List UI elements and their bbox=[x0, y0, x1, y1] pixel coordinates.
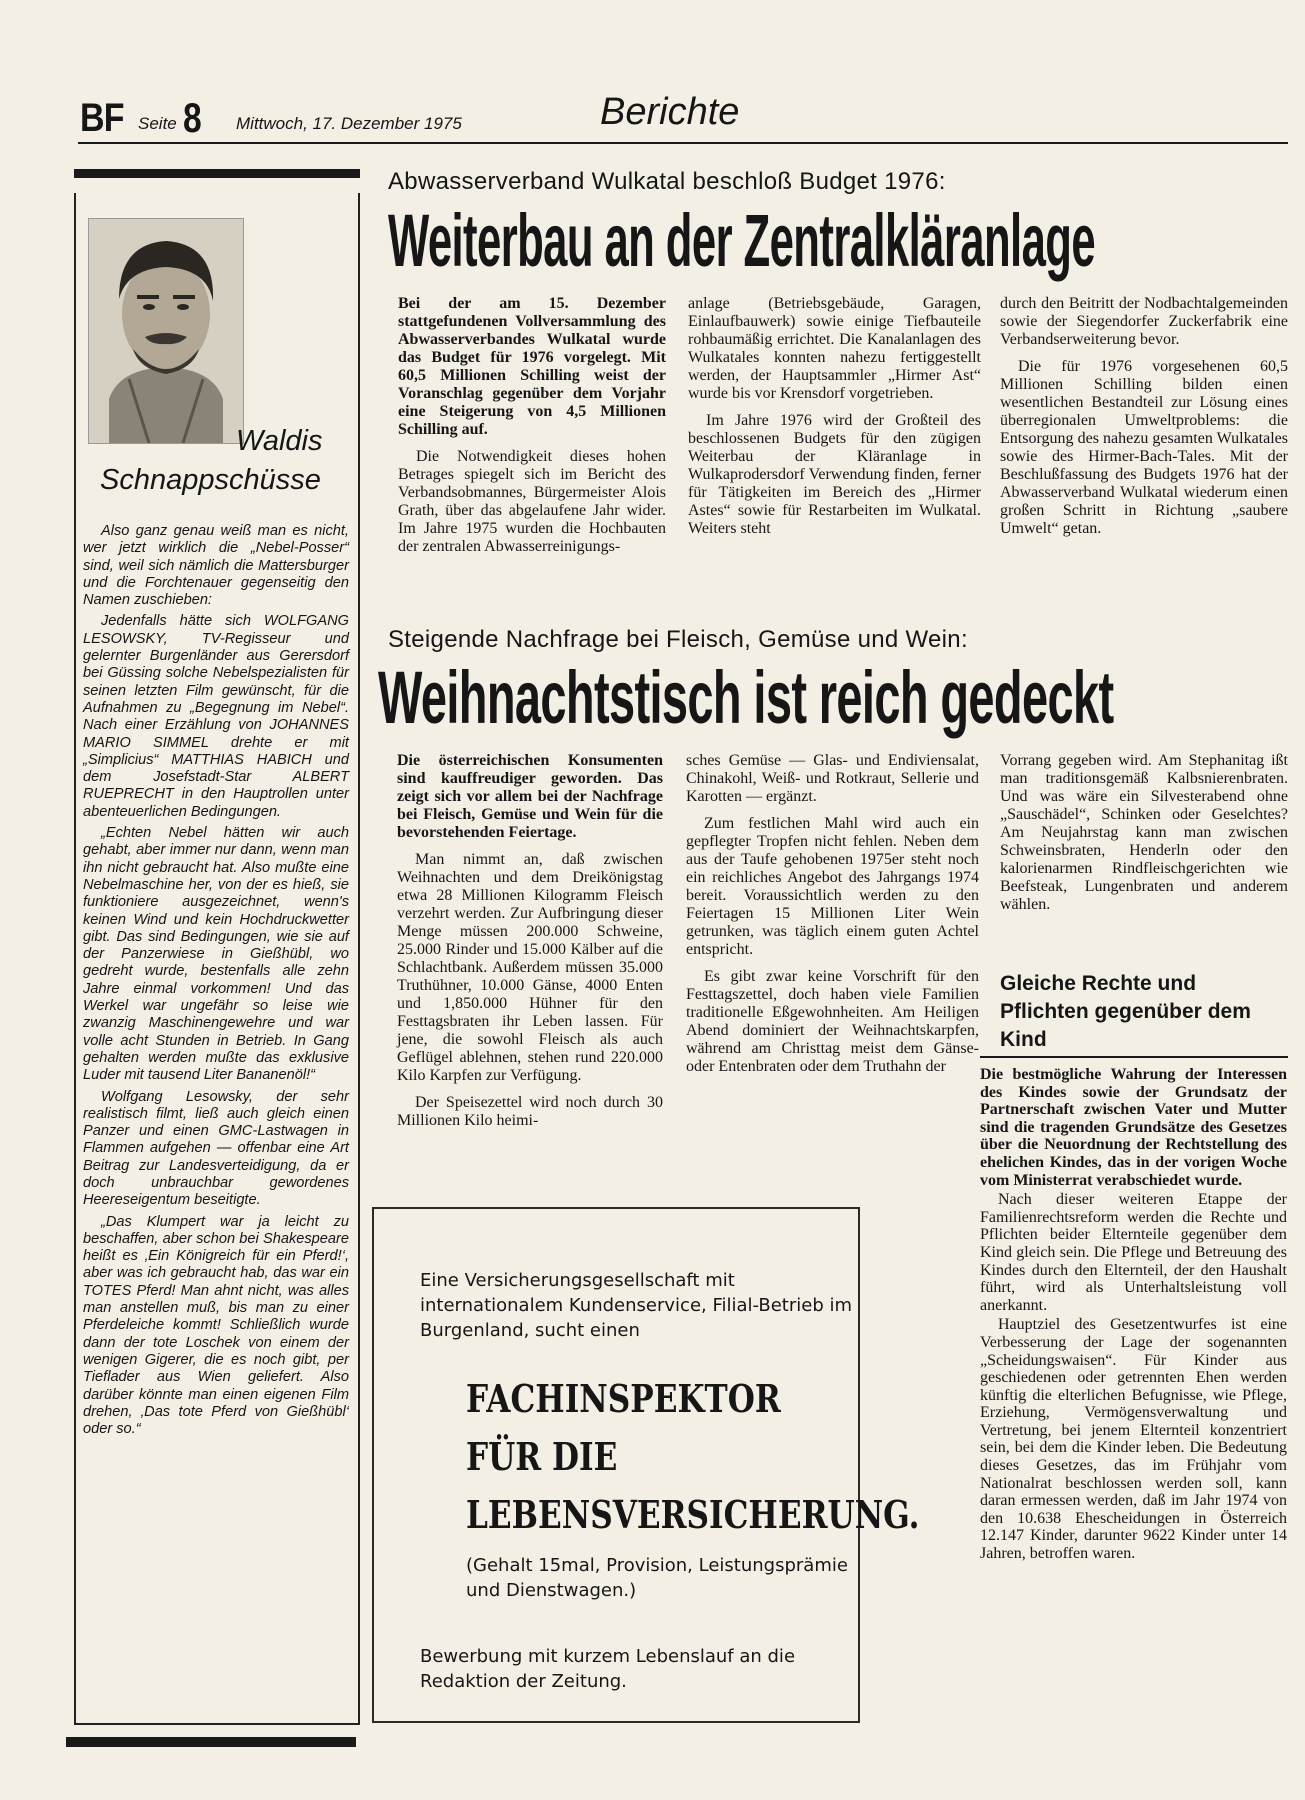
article1-paragraph: anlage (Betriebsgebäude, Garagen, Einlaufbauwerk) sowie einige Tiefbauteile rohbaumäßig errichtet. Die Kanalanlagen des Wulkatales konnten nahezu fertiggestellt werden, der Hauptsammler „Hirmer Ast“ wurde bis vor Krensdorf vorgetrieben. bbox=[688, 295, 981, 402]
column-title-line2: Schnappschüsse bbox=[100, 464, 321, 496]
article3-paragraph: Hauptziel des Gesetzentwurfes ist eine Verbesserung der Lage der sogenannten „Scheidungswaisen“. Für Kinder aus geschiedenen oder getrennten Ehen werden künftig die elterlichen Befugnisse, wie Pflege, Erziehung, Vermögensverwaltung und Vertretung, bei jenem Elternteil konzentriert sein, bei dem die Kinder leben. Die Bedeutung dieses Gesetzes, das im Frühjahr vom Nationalrat beschlossen werden soll, kann daran ermessen werden, daß im Jahr 1974 von den 10.638 Ehescheidungen in Österreich 12.147 Kinder, darunter 9622 Kinder unter 14 Jahren, betroffen waren. bbox=[980, 1316, 1287, 1563]
article2-col2 bbox=[686, 752, 979, 1076]
article1-paragraph: durch den Beitritt der Nodbachtalgemeinden sowie der Siegendorfer Zuckerfabrik eine Verbandserweiterung bevor. bbox=[1000, 295, 1288, 348]
column-body bbox=[83, 523, 349, 1442]
article3-rule bbox=[980, 1056, 1288, 1058]
author-photo bbox=[88, 218, 244, 444]
article2-paragraph: Vorrang gegeben wird. Am Stephanitag ißt man traditionsgemäß Kalbsnierenbraten. Und was wäre ein Silvesterabend ohne „Sauschädel“, Schinken oder Geselchtes? Am Neujahrstag kann man zwischen Schweinsbraten, Henderln oder den kalorienarmen Rindfleischgerichten wie Beefsteak, Lungenbraten und anderem wählen. bbox=[1000, 752, 1288, 913]
article1-col3 bbox=[1000, 295, 1288, 538]
page-number: 8 bbox=[183, 94, 202, 141]
article2-col3 bbox=[1000, 752, 1288, 914]
issue-date: Mittwoch, 17. Dezember 1975 bbox=[236, 114, 462, 133]
page-label: Seite bbox=[138, 114, 177, 133]
article2-paragraph: sches Gemüse — Glas- und Endiviensalat, Chinakohl, Weiß- und Rotkraut, Sellerie und Karotten — ergänzt. bbox=[686, 752, 979, 805]
ad-job-title-line2: FÜR DIE bbox=[466, 1434, 618, 1479]
ad-job-title-line1: FACHINSPEKTOR bbox=[466, 1376, 781, 1421]
article2-kicker: Steigende Nachfrage bei Fleisch, Gemüse und Wein: bbox=[388, 626, 968, 653]
ad-conditions: (Gehalt 15mal, Provision, Leistungsprämie und Dienstwagen.) bbox=[466, 1555, 848, 1601]
column-paragraph: Jedenfalls hätte sich WOLFGANG LESOWSKY, TV-Regisseur und gelernter Burgenländer aus Gerersdorf bei Güssing solche Nebelspezialisten für seinen letzten Film gewünscht, für die Aufnahmen zu „Begegnung im Nebel“. Nach einer Erzählung von JOHANNES MARIO SIMMEL drehte er mit „Simplicius“ MATTHIAS HABICH und dem Josefstadt-Star ALBERT RUEPRECHT in den Hauptrollen unter abenteuerlichen Bedingungen. bbox=[83, 613, 349, 820]
article1-kicker: Abwasserverband Wulkatal beschloß Budget 1976: bbox=[388, 168, 946, 195]
section-title: Berichte bbox=[600, 91, 740, 133]
ad-application: Bewerbung mit kurzem Lebenslauf an die Redaktion der Zeitung. bbox=[420, 1646, 796, 1692]
article1-paragraph: Die für 1976 vorgesehenen 60,5 Millionen Schilling bilden einen wesentlichen Bestandteil zur Lösung eines überregionalen Umweltproblems: die Entsorgung des nahezu gesamten Wulkatales sowie des Hirmer-Bach-Tales. Mit der Beschlußfassung des Budgets 1976 hat der Abwasserverband Wulkatal wiederum einen großen Schritt in Richtung „saubere Umwelt“ getan. bbox=[1000, 358, 1288, 537]
column-top-bar bbox=[74, 169, 360, 178]
article2-lead: Die österreichischen Konsumenten sind kauffreudiger geworden. Das zeigt sich vor allem bei der Nachfrage bei Fleisch, Gemüse und Wein für die bevorstehenden Feiertage. bbox=[397, 752, 663, 841]
article2-paragraph: Es gibt zwar keine Vorschrift für den Festtagszettel, doch haben viele Familien traditionelle Eßgewohnheiten. Am Heiligen Abend dominiert der Weihnachtskarpfen, während am Christtag meist dem Gänse- oder Entenbraten oder dem Truthahn der bbox=[686, 968, 979, 1075]
article2-headline: Weihnachtstisch ist reich gedeckt bbox=[378, 656, 1114, 739]
article2-col1 bbox=[397, 752, 663, 1130]
header-rule bbox=[78, 142, 1288, 144]
article3-headline: Gleiche Rechte und Pflichten gegenüber dem Kind bbox=[1000, 972, 1251, 1051]
ad-intro: Eine Versicherungsgesellschaft mit internationalem Kundenservice, Filial-Betrieb im Burgenland, sucht einen bbox=[420, 1270, 853, 1341]
article1-col2 bbox=[688, 295, 981, 538]
column-bottom-bar bbox=[66, 1737, 356, 1747]
article2-paragraph: Man nimmt an, daß zwischen Weihnachten und dem Dreikönigstag etwa 28 Millionen Kilogramm Fleisch verzehrt werden. Zur Aufbringung dieser Menge müssen 200.000 Schweine, 25.000 Rinder und 15.000 Kälber auf die Schlachtbank. Außerdem müssen 35.000 Truthühner, 10.000 Gänse, 4000 Enten und 1,850.000 Hühner für den Festtagsbraten ihr Leben lassen. Für jene, die sowohl Fleisch als auch Geflügel ablehnen, stehen rund 220.000 Kilo Karpfen zur Verfügung. bbox=[397, 851, 663, 1084]
column-title-line1: Waldis bbox=[236, 425, 323, 457]
column-paragraph: Also ganz genau weiß man es nicht, wer jetzt wirklich die „Nebel-Posser“ sind, weil sich nämlich die Mattersburger und die Forchtenauer gegenseitig den Namen zuschieben: bbox=[83, 523, 349, 609]
ad-job-title-line3: LEBENSVERSICHERUNG. bbox=[466, 1492, 920, 1537]
article3-paragraph: Nach dieser weiteren Etappe der Familienrechtsreform werden die Rechte und Pflichten beider Elternteile gegenüber dem Kind gleich sein. Die Pflege und Betreuung des Kindes durch den Elternteil, der den Haushalt führt, wird als Unterhaltsleistung voll anerkannt. bbox=[980, 1191, 1287, 1314]
article1-lead: Bei der am 15. Dezember stattgefundenen Vollversammlung des Abwasserverbandes Wulkatal wurde das Budget für 1976 vorgelegt. Mit 60,5 Millionen Schilling weist der Voranschlag gegenüber dem Vorjahr eine Steigerung von 4,5 Millionen Schilling auf. bbox=[398, 295, 666, 438]
author-portrait-illustration bbox=[89, 219, 243, 443]
article1-headline: Weiterbau an der Zentralkläranlage bbox=[388, 199, 1096, 282]
article1-paragraph: Die Notwendigkeit dieses hohen Betrages spiegelt sich im Bericht des Verbandsobmannes, Bürgermeister Alois Grath, über das abgelaufene Jahr wider. Im Jahre 1975 wurden die Hochbauten der zentralen Abwasserreinigungs- bbox=[398, 448, 666, 555]
column-paragraph: Wolfgang Lesowsky, der sehr realistisch filmt, ließ auch gleich einen Panzer und einen GMC-Lastwagen in Flammen aufgehen — offenbar eine Art Beitrag zur Landesverteidigung, da er doch unbrauchbar gewordenes Heereseigentum beseitigte. bbox=[83, 1088, 349, 1209]
article2-paragraph: Zum festlichen Mahl wird auch ein gepflegter Tropfen nicht fehlen. Neben dem aus der Taufe gehobenen 1975er steht noch ein reichliches Angebot des Jahrgangs 1974 bereit. Voraussichtlich werden zu den Feiertagen 15 Millionen Liter Wein getrunken, was täglich einem guten Achtel entspricht. bbox=[686, 815, 979, 958]
article1-paragraph: Im Jahre 1976 wird der Großteil des beschlossenen Budgets für den zügigen Weiterbau der Kläranlage in Wulkaprodersdorf Verwendung finden, ferner für Tätigkeiten im Bereich des „Hirmer Astes“ sowie für Restarbeiten im Wulkatal. Weiters steht bbox=[688, 412, 981, 537]
article1-col1 bbox=[398, 295, 666, 556]
newspaper-logo: BF bbox=[80, 96, 124, 140]
article3-lead: Die bestmögliche Wahrung der Interessen des Kindes sowie der Grundsatz der Partnerschaft zwischen Vater und Mutter sind die tragenden Grundsätze des Gesetzes über die Neuordnung der Rechtstellung des ehelichen Kindes, das in der vorigen Woche vom Ministerrat verabschiedet wurde. bbox=[980, 1066, 1287, 1189]
column-paragraph: „Echten Nebel hätten wir auch gehabt, aber immer nur dann, wenn man ihn nicht gebraucht hat. Also mußte eine Nebelmaschine her, von der es hieß, sie funktioniere ausgezeichnet, wenn's keinen Wind und kein Hochdruckwetter gibt. Das sind Bedingungen, wie sie auf der Panzerwiese in Gießhübl, wo gedreht wurde, bestenfalls alle zehn Jahre einmal vorkommen! Und das Werkel war ungefähr so leise wie zwanzig Maschinengewehre und war volle acht Stunden in Betrieb. In Gang gehalten werden mußte das exklusive Luder mit tausend Liter Bananenöl!“ bbox=[83, 825, 349, 1084]
article3-body bbox=[980, 1066, 1287, 1563]
article2-paragraph: Der Speisezettel wird noch durch 30 Millionen Kilo heimi- bbox=[397, 1094, 663, 1129]
column-paragraph: „Das Klumpert war ja leicht zu beschaffen, aber schon bei Shakespeare heißt es ‚Ein Königreich für ein Pferd!‘, aber was ich gebraucht hab, das war ein TOTES Pferd! Man ahnt nicht, was alles man anstellen muß, bis man zu einer Pferdeleiche kommt! Schließlich wurde dann der tote Loschek von einem der wenigen Gigerer, die es noch gibt, per Tieflader aus Wien geliefert. Also darüber könnte man einen eigenen Film drehen, ‚Das tote Pferd von Gießhübl‘ oder so.“ bbox=[83, 1213, 349, 1438]
